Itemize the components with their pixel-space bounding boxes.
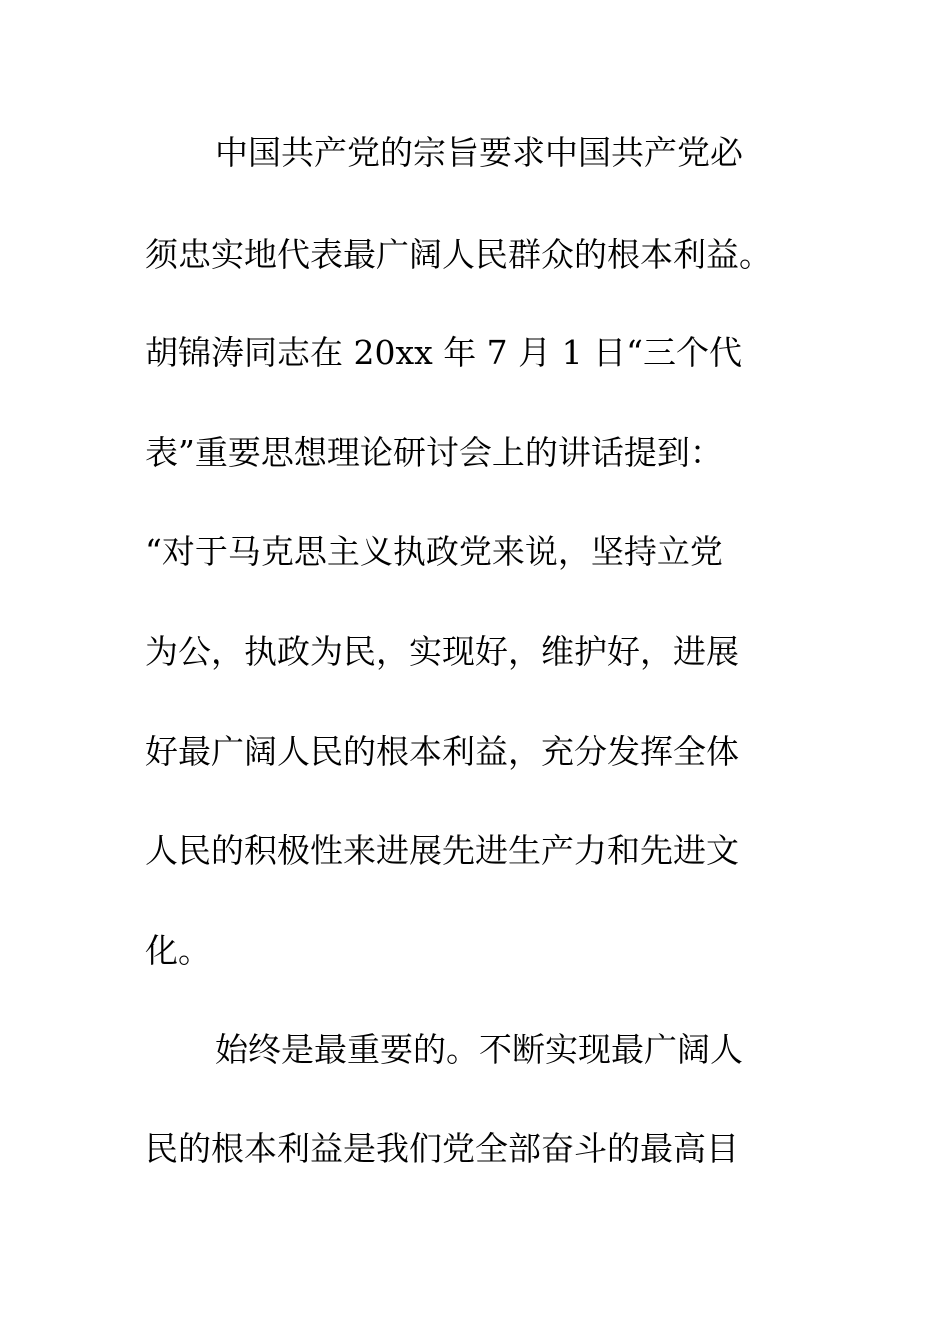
paragraph-1-line-2: 须忠实地代表最广阔人民群众的根本利益。: [145, 235, 772, 274]
paragraph-1-line-8: 人民的积极性来进展先进生产力和先进文: [145, 831, 739, 870]
paragraph-1-line-6: 为公，执政为民，实现好，维护好，进展: [145, 632, 739, 671]
paragraph-1-line-4: 表”重要思想理论研讨会上的讲话提到：: [145, 433, 723, 472]
paragraph-2-line-1: 始终是最重要的。不断实现最广阔人: [215, 1030, 743, 1069]
paragraph-1-line-7: 好最广阔人民的根本利益，充分发挥全体: [145, 732, 739, 771]
paragraph-2-line-2: 民的根本利益是我们党全部奋斗的最高目: [145, 1129, 739, 1168]
paragraph-1-line-1: 中国共产党的宗旨要求中国共产党必: [215, 133, 743, 172]
paragraph-1-line-5: “对于马克思主义执政党来说，坚持立党: [145, 532, 723, 571]
paragraph-1-line-3: 胡锦涛同志在 20xx 年 7 月 1 日“三个代: [145, 333, 743, 372]
paragraph-1-line-9: 化。: [145, 931, 211, 970]
